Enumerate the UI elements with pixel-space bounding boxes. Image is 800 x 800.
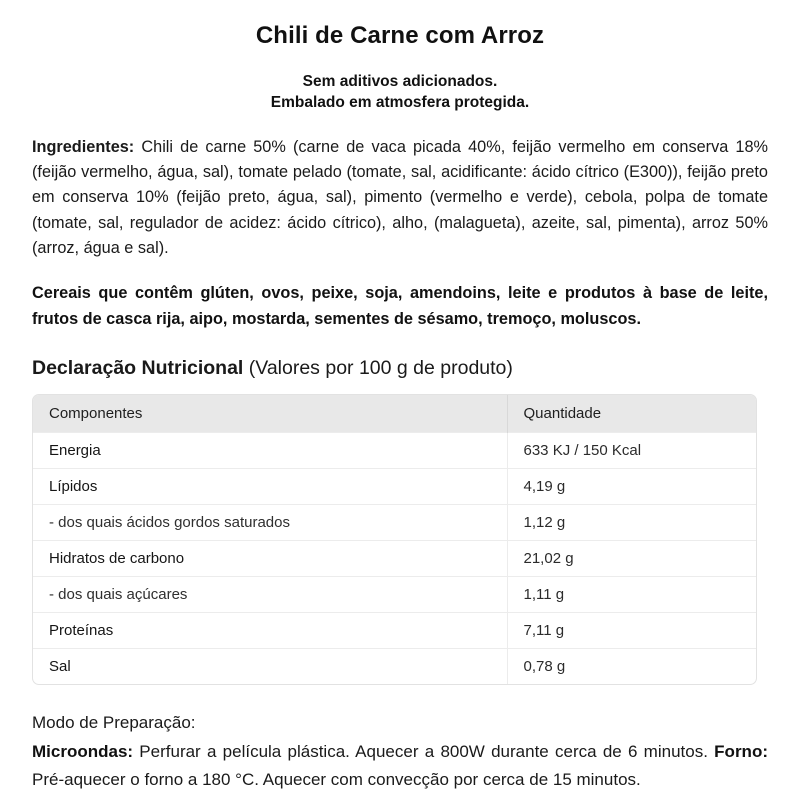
page-title: Chili de Carne com Arroz [255, 22, 545, 49]
table-row [33, 649, 756, 685]
microwave-label: Microondas: [32, 741, 134, 761]
nutrition-heading-rest: (Valores por 100 g de produto) [243, 357, 513, 380]
cell-amount: 21,02 g [507, 541, 756, 577]
cell-component: - dos quais açúcares [33, 577, 507, 613]
table-row [33, 613, 756, 649]
cell-amount: 1,11 g [507, 577, 756, 613]
table-row [33, 577, 756, 613]
ingredients-paragraph [32, 113, 768, 261]
cell-component: Proteínas [33, 613, 507, 649]
oven-label: Forno: [714, 741, 768, 761]
ingredients-text: Chili de carne 50% (carne de vaca picada 40%, feijão vermelho em conserva 18% (feijão vermelho, água, sal), tomate pelado (tomate, sal, acidificante: ácido cítrico (E300)), feijão preto em conserva 10% (feijão preto, água, sal), pimento (vermelho e verde), cebola, polpa de tomate (tomate, sal, regulador de acidez: ácido cítrico), alho, (malagueta), azeite, sal, pimenta), arroz 50% (arroz, água e sal). [32, 138, 769, 257]
cell-amount: 1,12 g [507, 505, 756, 541]
ingredients-label: Ingredientes: [32, 138, 135, 156]
cell-component: Energia [33, 433, 507, 469]
column-header-componentes: Componentes [33, 395, 507, 433]
microwave-instructions: Perfurar a película plástica. Aquecer a 800W durante cerca de 6 minutos. [133, 741, 715, 761]
table-header-row [33, 395, 756, 433]
column-header-quantidade: Quantidade [507, 395, 756, 433]
cell-amount: 633 KJ / 150 Kcal [507, 433, 756, 469]
nutrition-heading-strong: Declaração Nutricional [32, 357, 244, 380]
nutrition-table-container [32, 394, 757, 685]
subtitle-line-2: Embalado em atmosfera protegida. [270, 94, 530, 111]
table-row [33, 505, 756, 541]
subtitle-line-1: Sem aditivos adicionados. [302, 73, 498, 90]
nutrition-table-head [33, 395, 756, 433]
nutrition-table-body [33, 433, 756, 685]
cell-amount: 4,19 g [507, 469, 756, 505]
product-subtitle [32, 71, 768, 113]
cell-amount: 0,78 g [507, 649, 756, 685]
oven-instructions: Pré-aquecer o forno a 180 °C. Aquecer com convecção por cerca de 15 minutos. [32, 770, 641, 790]
cell-component: Lípidos [33, 469, 507, 505]
nutrition-table [33, 395, 756, 684]
table-row [33, 469, 756, 505]
preparation-paragraph [32, 685, 768, 795]
table-row [33, 541, 756, 577]
allergens-paragraph: Cereais que contêm glúten, ovos, peixe, soja, amendoins, leite e produtos à base de leite, frutos de casca rija, aipo, mostarda, sementes de sésamo, tremoço, moluscos. [32, 284, 768, 328]
cell-component: Hidratos de carbono [33, 541, 507, 577]
preparation-intro: Modo de Preparação: [32, 713, 196, 733]
table-row [33, 433, 756, 469]
cell-component: Sal [33, 649, 507, 685]
cell-amount: 7,11 g [507, 613, 756, 649]
cell-component: - dos quais ácidos gordos saturados [33, 505, 507, 541]
nutrition-heading [32, 332, 768, 381]
